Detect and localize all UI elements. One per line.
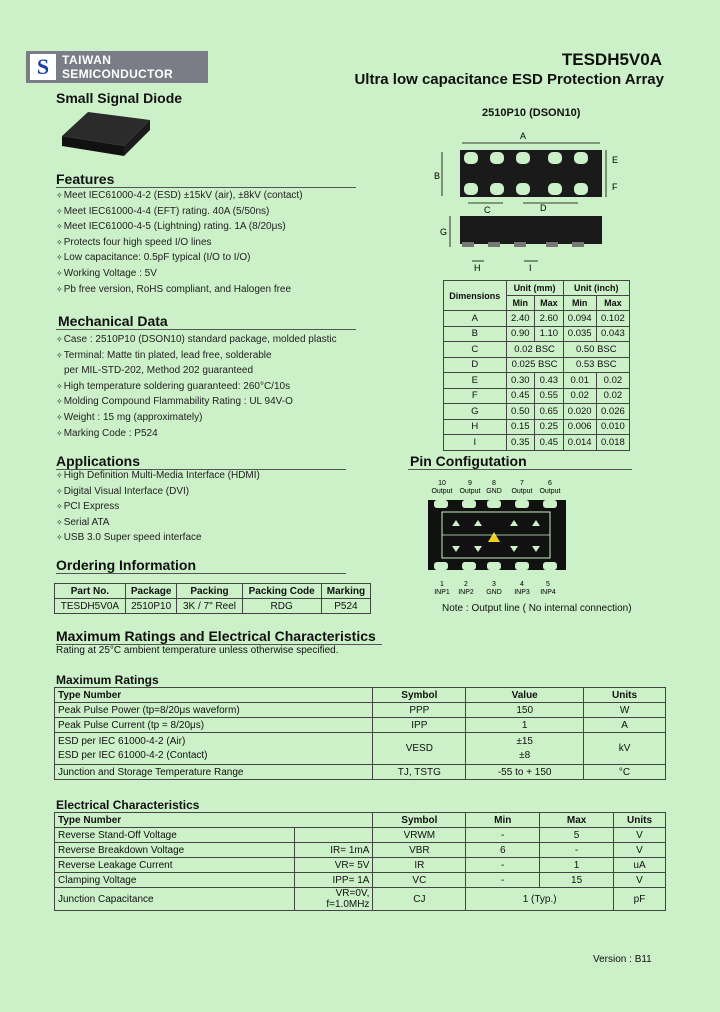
dimension-cell: 0.025 BSC — [506, 357, 563, 373]
ordering-cell: 2510P10 — [125, 599, 177, 614]
dimension-cell: F — [444, 388, 507, 404]
feature-item: ✧ Working Voltage : 5V — [56, 266, 303, 282]
dimension-cell: G — [444, 404, 507, 420]
dimension-cell: D — [444, 357, 507, 373]
dim-header-max: Max — [596, 296, 629, 311]
application-item: ✧ PCI Express — [56, 499, 260, 515]
dimension-cell: 0.30 — [506, 373, 535, 389]
ratings-section-note: Rating at 25°C ambient temperature unless otherwise specified. — [56, 645, 339, 656]
dimension-cell: 0.02 — [563, 388, 596, 404]
dimension-cell: 0.15 — [506, 419, 535, 435]
mechanical-item: ✧ Molding Compound Flammability Rating : UL 94V-O — [56, 394, 337, 410]
ratings-unit: kV — [584, 733, 666, 765]
electrical-row — [55, 858, 666, 873]
electrical-min: 1 (Typ.) — [466, 888, 614, 911]
dimension-cell: 0.90 — [506, 326, 535, 342]
ratings-value: 1 — [466, 718, 584, 733]
ratings-param: ESD per IEC 61000-4-2 (Contact) — [58, 749, 208, 761]
ordering-table — [54, 583, 371, 614]
ordering-underline — [56, 573, 346, 574]
electrical-max: 1 — [540, 858, 614, 873]
ratings-param: Peak Pulse Power (tp=8/20μs waveform) — [55, 703, 373, 718]
dim-label-b: B — [434, 171, 441, 181]
mechanical-item: ✧ Case : 2510P10 (DSON10) standard package, molded plastic — [56, 332, 337, 348]
electrical-header: Max — [540, 813, 614, 828]
ratings-param: Junction and Storage Temperature Range — [55, 765, 373, 780]
electrical-max: 15 — [540, 873, 614, 888]
electrical-symbol: IR — [373, 858, 466, 873]
pin-bottom-number: 5 — [546, 581, 550, 588]
dimension-cell: 0.010 — [596, 419, 629, 435]
pin-top-number: 7 — [520, 480, 524, 487]
electrical-min: - — [466, 828, 540, 843]
electrical-unit: pF — [614, 888, 666, 911]
dim-header-mm: Unit (mm) — [506, 281, 563, 296]
electrical-title: Electrical Characteristics — [56, 798, 200, 812]
dimension-cell: 0.50 — [506, 404, 535, 420]
pin-top-number: 10 — [438, 480, 446, 487]
electrical-row — [55, 873, 666, 888]
ratings-unit: W — [584, 703, 666, 718]
application-item: ✧ USB 3.0 Super speed interface — [56, 530, 260, 546]
mechanical-underline — [56, 329, 356, 330]
ratings-header: Symbol — [373, 688, 466, 703]
dimension-cell: 0.50 BSC — [563, 342, 629, 358]
dimension-cell: 0.43 — [535, 373, 564, 389]
dim-label-a: A — [520, 131, 527, 141]
dimension-cell: 0.02 — [596, 373, 629, 389]
pin-top-label: Output — [431, 488, 453, 495]
dimension-cell: 0.006 — [563, 419, 596, 435]
mechanical-item: ✧ High temperature soldering guaranteed: 260°C/10s — [56, 379, 337, 395]
dimension-cell: 1.10 — [535, 326, 564, 342]
dimension-cell: C — [444, 342, 507, 358]
dimension-row — [444, 326, 630, 342]
pin-bottom-number: 1 — [440, 581, 444, 588]
dimension-cell: 0.018 — [596, 435, 629, 451]
electrical-header: Min — [466, 813, 540, 828]
dimension-cell: 0.014 — [563, 435, 596, 451]
electrical-symbol: VC — [373, 873, 466, 888]
ratings-value-esd — [466, 733, 584, 765]
dim-label-h: H — [474, 263, 481, 273]
pin-config-title: Pin Configutation — [410, 453, 527, 469]
dimension-cell: 0.102 — [596, 311, 629, 327]
electrical-row — [55, 843, 666, 858]
pin-config-note: Note : Output line ( No internal connection) — [442, 603, 632, 614]
dimension-cell: 0.020 — [563, 404, 596, 420]
dimension-cell: 2.60 — [535, 311, 564, 327]
mechanical-list — [56, 332, 337, 441]
company-name-line2: SEMICONDUCTOR — [62, 67, 174, 81]
pin-top-number: 9 — [468, 480, 472, 487]
dimension-row — [444, 388, 630, 404]
pin-bottom-number: 3 — [492, 581, 496, 588]
dimension-cell: 0.02 BSC — [506, 342, 563, 358]
dim-header-min: Min — [563, 296, 596, 311]
electrical-row — [55, 888, 666, 911]
mechanical-item: ✧ Weight : 15 mg (approximately) — [56, 410, 337, 426]
electrical-unit: V — [614, 843, 666, 858]
mechanical-item: ✧ Terminal: Matte tin plated, lead free, solderable — [56, 348, 337, 364]
electrical-param: Reverse Breakdown Voltage — [55, 843, 295, 858]
applications-list — [56, 468, 260, 546]
electrical-unit: V — [614, 828, 666, 843]
ordering-cell: P524 — [321, 599, 370, 614]
pin-top-label: Output — [511, 488, 533, 495]
mechanical-title: Mechanical Data — [58, 313, 168, 329]
electrical-param: Clamping Voltage — [55, 873, 295, 888]
feature-item: ✧ Low capacitance: 0.5pF typical (I/O to I/O) — [56, 250, 303, 266]
product-type: Small Signal Diode — [56, 90, 183, 106]
feature-item: ✧ Meet IEC61000-4-5 (Lightning) rating. 1A (8/20μs) — [56, 219, 303, 235]
document-subtitle: Ultra low capacitance ESD Protection Array — [354, 71, 664, 88]
electrical-cond — [294, 828, 373, 843]
electrical-param: Reverse Stand-Off Voltage — [55, 828, 295, 843]
dim-header-max: Max — [535, 296, 564, 311]
feature-item: ✧ Meet IEC61000-4-2 (ESD) ±15kV (air), ±8kV (contact) — [56, 188, 303, 204]
ordering-title: Ordering Information — [56, 557, 196, 573]
ratings-param: Peak Pulse Current (tp = 8/20μs) — [55, 718, 373, 733]
dimension-cell: A — [444, 311, 507, 327]
dimension-cell: I — [444, 435, 507, 451]
dimension-cell: 0.45 — [535, 435, 564, 451]
dim-header-inch: Unit (inch) — [563, 281, 629, 296]
pin-bottom-label: INP4 — [540, 589, 556, 596]
pin-bottom-number: 2 — [464, 581, 468, 588]
ratings-param-esd — [55, 733, 373, 765]
electrical-symbol: VBR — [373, 843, 466, 858]
package-outline-diagram — [428, 128, 628, 273]
dimension-cell: B — [444, 326, 507, 342]
electrical-symbol: CJ — [373, 888, 466, 911]
pin-bottom-label: INP3 — [514, 589, 530, 596]
dim-label-e: E — [612, 155, 619, 165]
electrical-cond: VR= 5V — [294, 858, 373, 873]
electrical-unit: uA — [614, 858, 666, 873]
electrical-param: Junction Capacitance — [55, 888, 295, 911]
dimension-row — [444, 404, 630, 420]
dimension-row — [444, 357, 630, 373]
ratings-unit: A — [584, 718, 666, 733]
pin-top-number: 6 — [548, 480, 552, 487]
ratings-header: Value — [466, 688, 584, 703]
dimension-row — [444, 342, 630, 358]
dimension-row — [444, 419, 630, 435]
part-number: TESDH5V0A — [561, 50, 662, 69]
electrical-cond: IR= 1mA — [294, 843, 373, 858]
pin-bottom-label: INP2 — [458, 589, 474, 596]
dimension-cell: 0.65 — [535, 404, 564, 420]
version-label: Version : B11 — [593, 954, 652, 965]
dimension-cell: 0.02 — [596, 388, 629, 404]
dimension-cell: 0.01 — [563, 373, 596, 389]
dimension-cell: 0.094 — [563, 311, 596, 327]
electrical-min: - — [466, 873, 540, 888]
package-title: 2510P10 (DSON10) — [482, 107, 581, 119]
application-item: ✧ Serial ATA — [56, 515, 260, 531]
dimension-row — [444, 311, 630, 327]
dimension-row — [444, 373, 630, 389]
pin-configuration-diagram — [424, 478, 574, 598]
pin-top-label: GND — [486, 488, 502, 495]
ratings-symbol: PPP — [373, 703, 466, 718]
dim-label-g: G — [440, 227, 448, 237]
ratings-value: ±15 — [516, 735, 533, 747]
pin-config-underline — [408, 469, 632, 470]
mechanical-item: per MIL-STD-202, Method 202 guaranteed — [64, 365, 253, 377]
ordering-cell: RDG — [242, 599, 321, 614]
ordering-header: Packing Code — [242, 584, 321, 599]
features-title: Features — [56, 171, 115, 187]
application-item: ✧ Digital Visual Interface (DVI) — [56, 484, 260, 500]
ordering-cell: TESDH5V0A — [55, 599, 126, 614]
dim-label-d: D — [540, 203, 547, 213]
feature-item: ✧ Meet IEC61000-4-4 (EFT) rating. 40A (5/50ns) — [56, 204, 303, 220]
electrical-header: Units — [614, 813, 666, 828]
ordering-header: Packing — [177, 584, 242, 599]
dimensions-table — [443, 280, 630, 451]
ordering-header: Package — [125, 584, 177, 599]
ratings-unit: °C — [584, 765, 666, 780]
ratings-value: ±8 — [519, 749, 531, 761]
pin-top-label: Output — [539, 488, 561, 495]
ratings-param: ESD per IEC 61000-4-2 (Air) — [58, 735, 186, 747]
dimension-cell: 0.25 — [535, 419, 564, 435]
electrical-unit: V — [614, 873, 666, 888]
dimension-cell: 0.45 — [506, 388, 535, 404]
ratings-symbol: IPP — [373, 718, 466, 733]
ordering-cell: 3K / 7" Reel — [177, 599, 242, 614]
max-ratings-table — [54, 687, 666, 780]
electrical-max: 5 — [540, 828, 614, 843]
logo-mark: S — [30, 54, 56, 80]
dim-label-f: F — [612, 182, 618, 192]
company-name-line1: TAIWAN — [62, 53, 112, 67]
ratings-header: Units — [584, 688, 666, 703]
electrical-min: 6 — [466, 843, 540, 858]
ordering-header: Part No. — [55, 584, 126, 599]
ratings-section-title: Maximum Ratings and Electrical Characteristics — [56, 628, 376, 644]
ratings-symbol: VESD — [373, 733, 466, 765]
dimension-cell: 0.026 — [596, 404, 629, 420]
dim-header-min: Min — [506, 296, 535, 311]
dimension-cell: E — [444, 373, 507, 389]
electrical-min: - — [466, 858, 540, 873]
feature-item: ✧ Protects four high speed I/O lines — [56, 235, 303, 251]
dimension-cell: 0.043 — [596, 326, 629, 342]
electrical-header: Symbol — [373, 813, 466, 828]
pin-bottom-label: INP1 — [434, 589, 450, 596]
ratings-header: Type Number — [55, 688, 373, 703]
pin-top-label: Output — [459, 488, 481, 495]
dimension-cell: 0.035 — [563, 326, 596, 342]
electrical-row — [55, 828, 666, 843]
electrical-param: Reverse Leakage Current — [55, 858, 295, 873]
electrical-cond: VR=0V, f=1.0MHz — [294, 888, 373, 911]
pin-top-number: 8 — [492, 480, 496, 487]
electrical-symbol: VRWM — [373, 828, 466, 843]
electrical-max: - — [540, 843, 614, 858]
dimension-cell: 0.53 BSC — [563, 357, 629, 373]
electrical-table — [54, 812, 666, 911]
dim-header-dimensions: Dimensions — [444, 281, 507, 311]
features-list — [56, 188, 303, 297]
mechanical-item: ✧ Marking Code : P524 — [56, 426, 337, 442]
application-item: ✧ High Definition Multi-Media Interface (HDMI) — [56, 468, 260, 484]
dimension-row — [444, 435, 630, 451]
ratings-value: -55 to + 150 — [466, 765, 584, 780]
pin-bottom-label: GND — [486, 589, 502, 596]
dim-label-i: I — [529, 263, 532, 273]
pin-bottom-number: 4 — [520, 581, 524, 588]
chip-package-image — [60, 108, 152, 158]
dimension-cell: 0.35 — [506, 435, 535, 451]
ordering-header: Marking — [321, 584, 370, 599]
dimension-cell: 0.55 — [535, 388, 564, 404]
electrical-cond: IPP= 1A — [294, 873, 373, 888]
dim-label-c: C — [484, 205, 491, 215]
max-ratings-title: Maximum Ratings — [56, 673, 159, 687]
dimension-cell: H — [444, 419, 507, 435]
dimension-cell: 2.40 — [506, 311, 535, 327]
ratings-value: 150 — [466, 703, 584, 718]
feature-item: ✧ Pb free version, RoHS compliant, and Halogen free — [56, 282, 303, 298]
electrical-header: Type Number — [55, 813, 373, 828]
applications-title: Applications — [56, 453, 141, 469]
ratings-symbol: TJ, TSTG — [373, 765, 466, 780]
